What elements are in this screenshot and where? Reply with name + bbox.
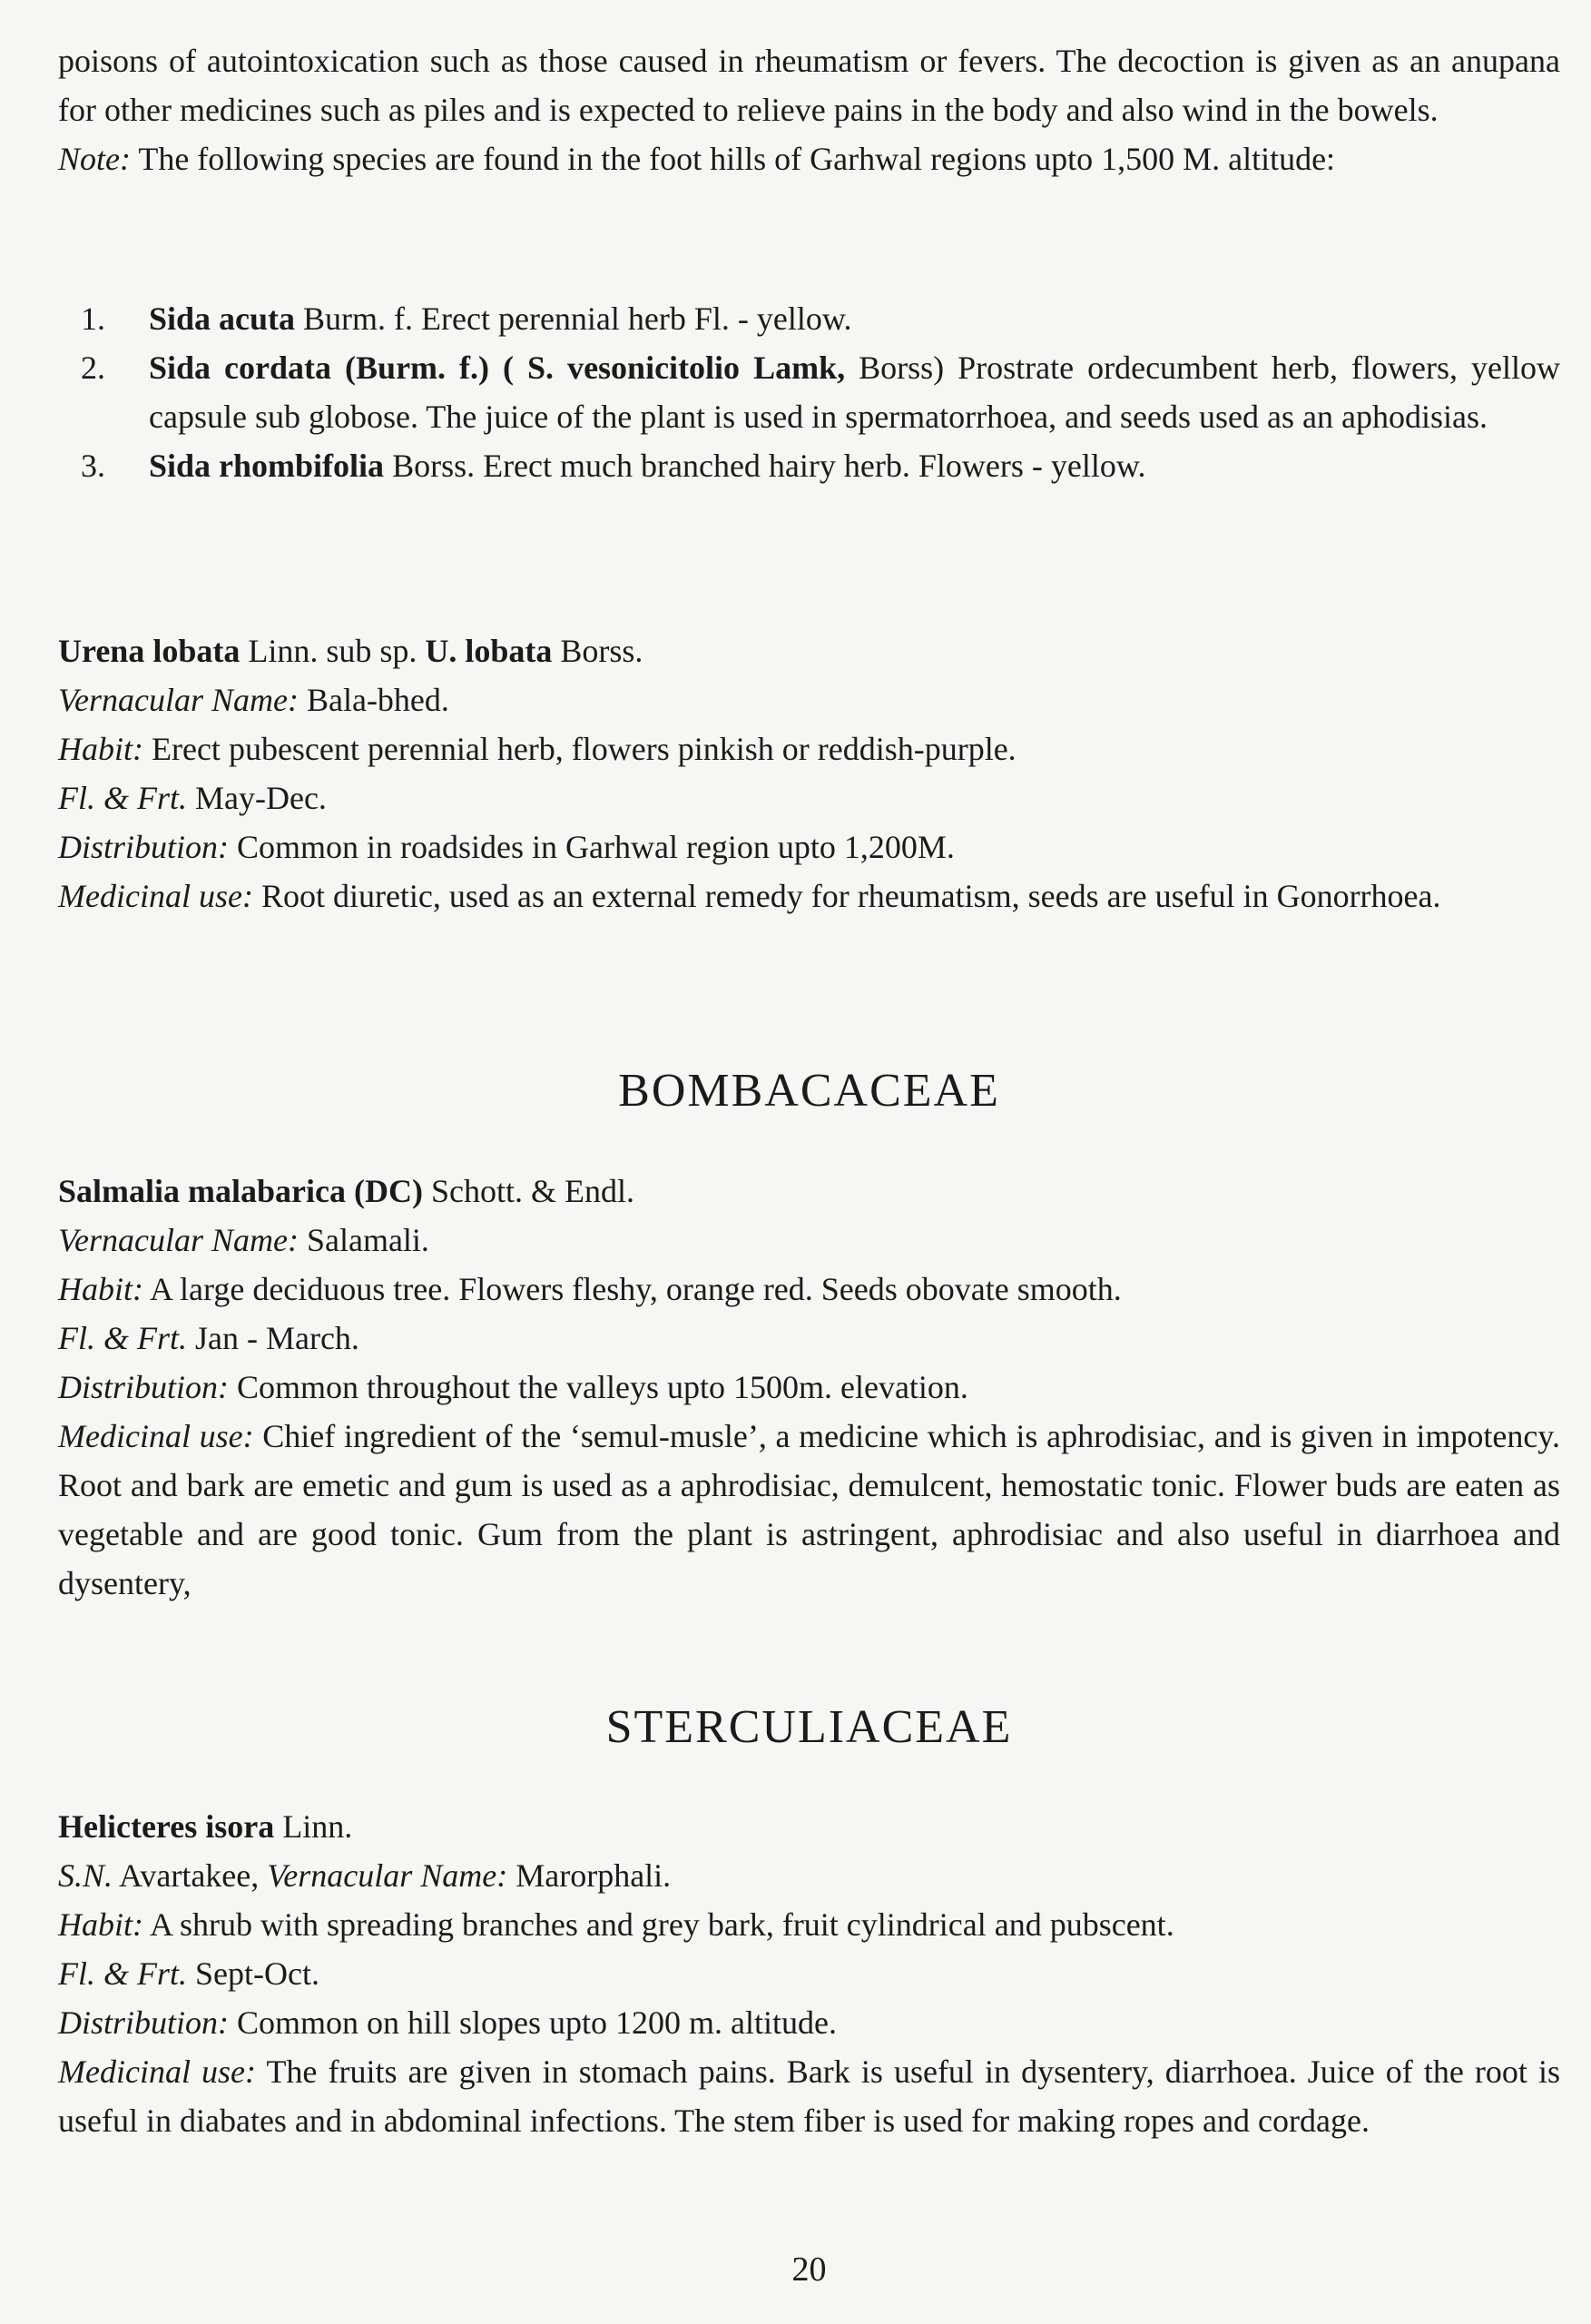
species-name: Sida cordata: [149, 350, 332, 386]
page-number: 20: [791, 2250, 827, 2289]
species-author: Schott. & Endl.: [422, 1173, 634, 1209]
field-value: Common on hill slopes upto 1200 m. altitude.: [229, 2004, 838, 2041]
document-page: [58, 0, 1565, 2324]
species-description: Burm. f. Erect perennial herb Fl. - yellow.: [295, 300, 852, 337]
field-value: The fruits are given in stomach pains. Bark is useful in dysentery, diarrhoea. Juice of the root is useful in diabates and in abdominal infections. The stem fiber is used for making ropes and cordage.: [58, 2053, 1561, 2139]
subspecies-name: U. lobata: [425, 633, 553, 669]
species-number: 3.: [81, 448, 105, 484]
sanskrit-name-line: [58, 1851, 1560, 1900]
species-list-section: [58, 294, 1560, 490]
salmalia-entry: [58, 1167, 1560, 1608]
field-value: Marorphali.: [507, 1857, 672, 1894]
field-value: A large deciduous tree. Flowers fleshy, orange red. Seeds obovate smooth.: [143, 1271, 1122, 1307]
field-label: S.N.: [58, 1857, 113, 1894]
field-label: Medicinal use:: [58, 2053, 257, 2090]
habit-line: [58, 724, 1560, 773]
field-label: Fl. & Frt.: [58, 1955, 187, 1992]
species-item: [58, 441, 1560, 490]
field-value: May-Dec.: [187, 780, 327, 816]
field-value: Common throughout the valleys upto 1500m. elevation.: [229, 1369, 968, 1405]
field-label: Distribution:: [58, 2004, 230, 2041]
note-text: The following species are found in the foot hills of Garhwal regions upto 1,500 M. altitude:: [130, 141, 1336, 177]
field-value: Jan - March.: [187, 1320, 359, 1356]
flowering-line: [58, 773, 1560, 822]
species-author: Linn. sub sp.: [240, 633, 426, 669]
field-value: Root diuretic, used as an external remedy for rheumatism, seeds are useful in Gonorrhoea.: [252, 878, 1441, 914]
field-label: Distribution:: [58, 829, 230, 865]
field-label: Habit:: [58, 731, 143, 767]
subspecies-author: Borss.: [552, 633, 643, 669]
medicinal-use-line: [58, 1412, 1560, 1608]
family-heading: BOMBACACEAE: [618, 1065, 1000, 1117]
urena-entry: [58, 626, 1560, 921]
field-value: Sept-Oct.: [187, 1955, 319, 1992]
intro-paragraph: poisons of autointoxication such as those caused in rheumatism or fevers. The decoction is given as an anupana for other medicines such as piles and is expected to relieve pains in the body and also wind in the bowels.: [58, 43, 1560, 128]
species-list: [58, 294, 1560, 490]
distribution-line: [58, 1363, 1560, 1412]
species-number: 2.: [81, 350, 105, 386]
species-item: [58, 294, 1560, 343]
field-value: Bala-bhed.: [298, 682, 449, 718]
habit-line: [58, 1265, 1560, 1314]
field-value: Salamali.: [298, 1222, 429, 1258]
species-item: [58, 343, 1560, 441]
field-value: Chief ingredient of the ‘semul-musle’, a medicine which is aphrodisiac, and is given in impotency. Root and bark are emetic and gum is used as a aphrodisiac, demulcent, hemostatic tonic. Flower buds are eaten as vegetable and are good tonic. Gum from the plant is astringent, aphrodisiac and also useful in diarrhoea and dysentery,: [58, 1418, 1560, 1601]
species-description: Borss) Prostrate ordecumbent herb, flowers, yellow capsule sub globose. The juice of the plant is used in spermatorrhoea, and seeds used as an aphodisias.: [149, 350, 1560, 435]
field-label: Habit:: [58, 1906, 143, 1943]
species-name: Salmalia malabarica (DC): [58, 1173, 423, 1209]
field-value: Avartakee,: [113, 1857, 268, 1894]
field-label: Distribution:: [58, 1369, 230, 1405]
flowering-line: [58, 1949, 1560, 1998]
field-label: Vernacular Name:: [58, 1222, 299, 1258]
species-title: [58, 1167, 1560, 1216]
field-value: Erect pubescent perennial herb, flowers pinkish or reddish-purple.: [143, 731, 1016, 767]
field-label: Habit:: [58, 1271, 143, 1307]
field-label: Vernacular Name:: [58, 682, 299, 718]
vernacular-line: [58, 1216, 1560, 1265]
species-number: 1.: [81, 300, 105, 337]
species-title: [58, 1802, 1560, 1851]
species-name: Helicteres isora: [58, 1808, 275, 1845]
species-name: Sida acuta: [149, 300, 296, 337]
flowering-line: [58, 1314, 1560, 1363]
helicteres-entry: [58, 1802, 1560, 2145]
species-author: Linn.: [274, 1808, 353, 1845]
field-value: Common in roadsides in Garhwal region upto 1,200M.: [229, 829, 955, 865]
family-heading: STERCULIACEAE: [605, 1701, 1013, 1753]
field-label: Medicinal use:: [58, 1418, 254, 1454]
distribution-line: [58, 822, 1560, 872]
field-label: Fl. & Frt.: [58, 780, 187, 816]
vernacular-line: [58, 675, 1560, 724]
field-value: A shrub with spreading branches and grey bark, fruit cylindrical and pubscent.: [143, 1906, 1174, 1943]
species-name: Sida rhombifolia: [149, 448, 385, 484]
distribution-line: [58, 1998, 1560, 2047]
species-name: Urena lobata: [58, 633, 241, 669]
note-line: [58, 134, 1560, 183]
field-label: Medicinal use:: [58, 878, 253, 914]
field-label: Vernacular Name:: [267, 1857, 508, 1894]
habit-line: [58, 1900, 1560, 1949]
intro-section: [58, 36, 1560, 183]
species-synonym: (Burm. f.) ( S. vesonicitolio Lamk,: [331, 350, 846, 386]
species-title: [58, 626, 1560, 675]
medicinal-use-line: [58, 2047, 1560, 2145]
medicinal-use-line: [58, 872, 1560, 921]
field-label: Fl. & Frt.: [58, 1320, 187, 1356]
note-label: Note:: [58, 141, 131, 177]
species-description: Borss. Erect much branched hairy herb. Flowers - yellow.: [384, 448, 1146, 484]
